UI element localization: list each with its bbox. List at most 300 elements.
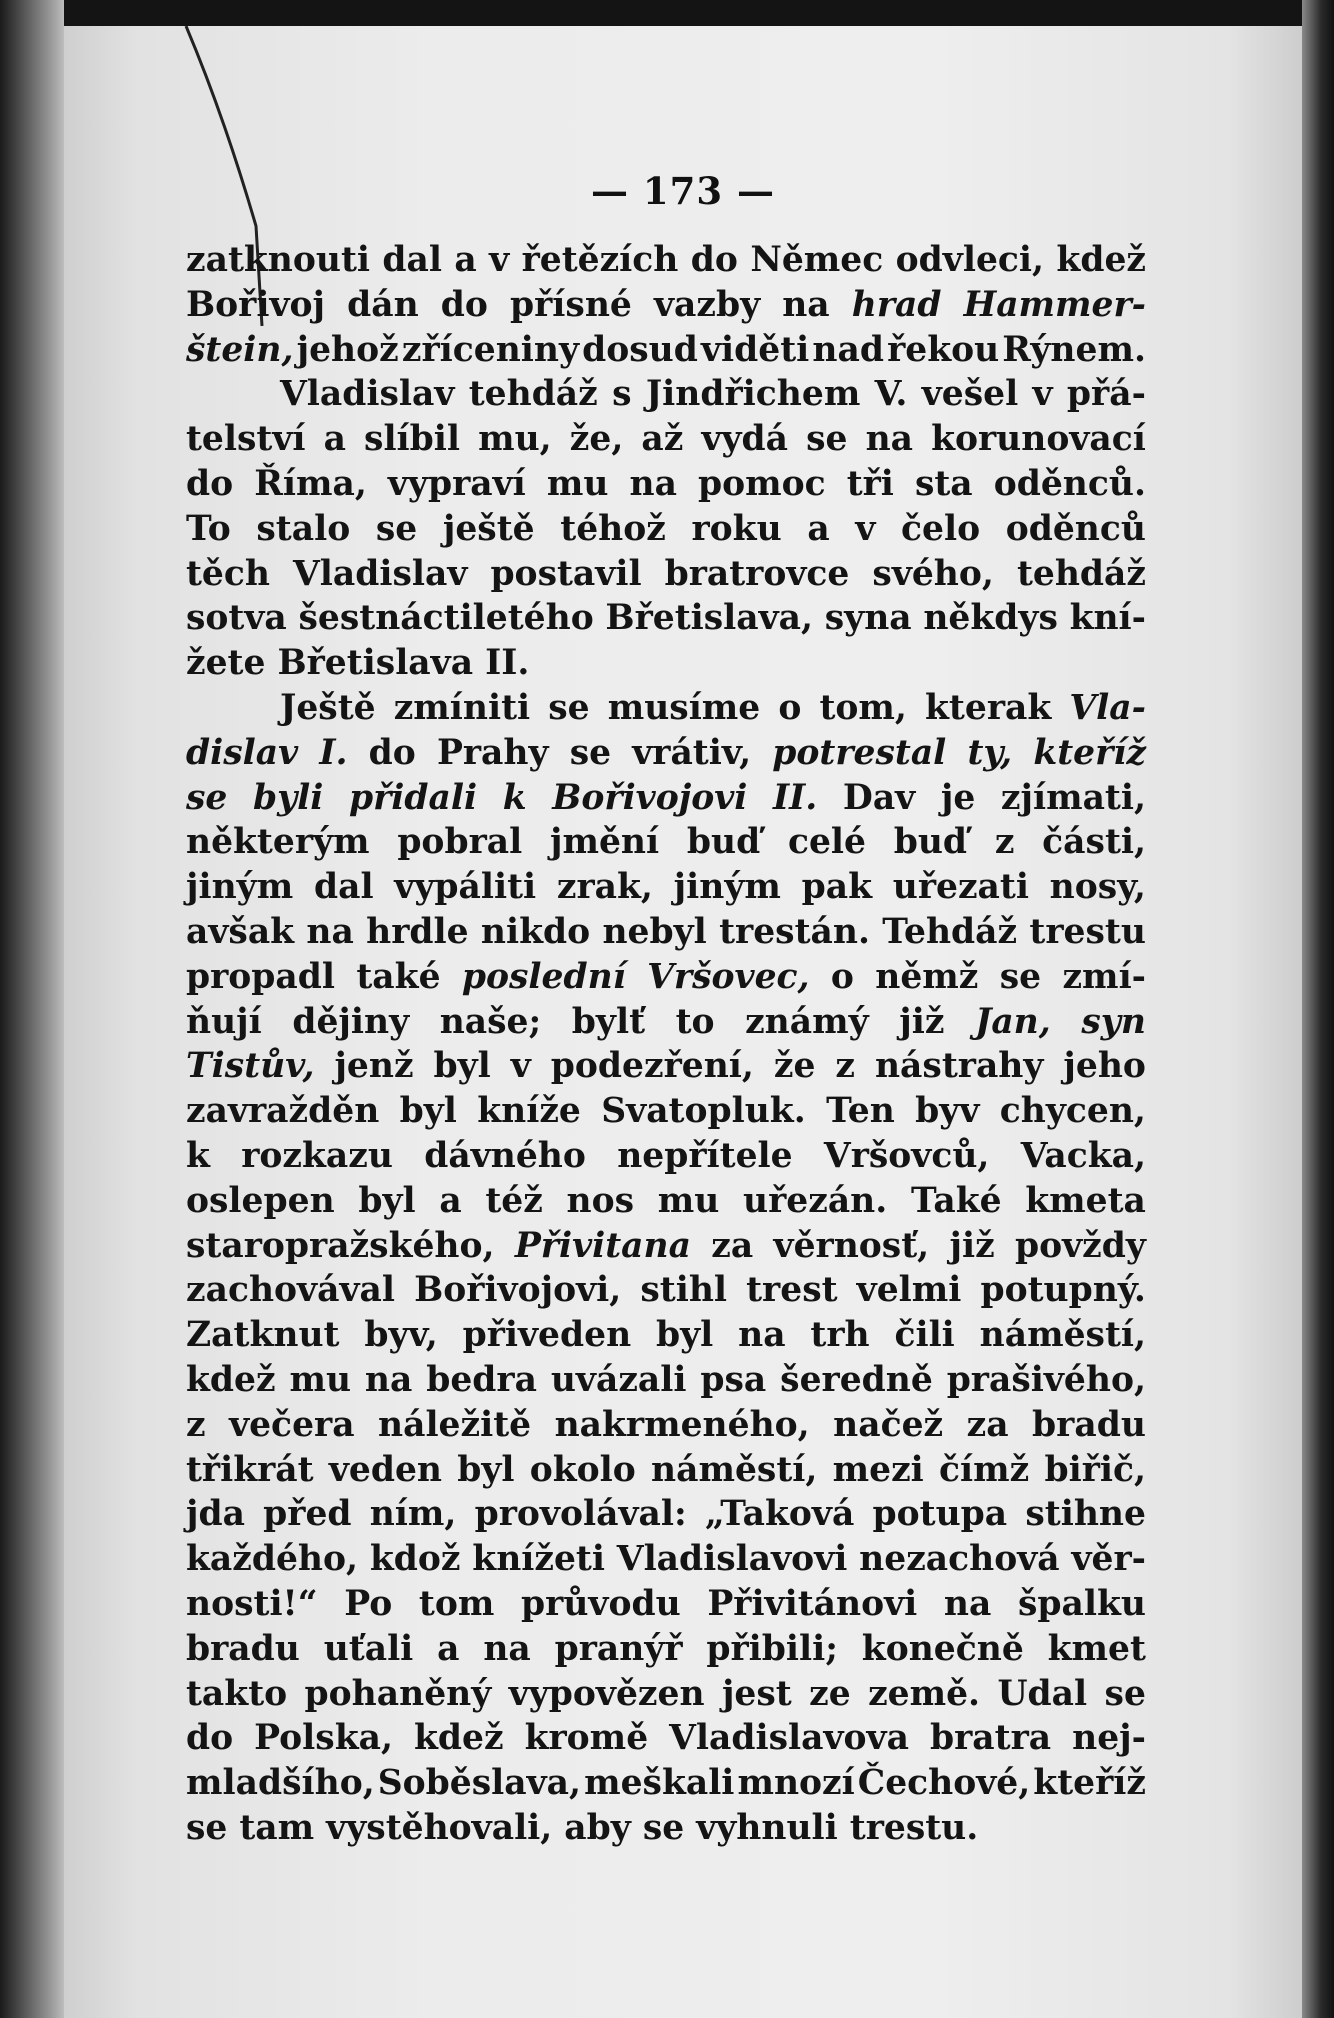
word: v <box>855 508 876 549</box>
word: byl <box>399 1091 457 1132</box>
word: zrak, <box>556 867 653 908</box>
word: za <box>966 1404 1009 1445</box>
word: z <box>186 1404 206 1445</box>
word: jehož <box>296 329 399 370</box>
word: na <box>629 463 677 504</box>
word: vrátiv, <box>632 732 752 773</box>
word: vystěhovali, <box>326 1807 553 1848</box>
word: téhož <box>560 508 666 549</box>
word: Soběslava, <box>377 1763 582 1804</box>
word: bratrovce <box>664 553 850 594</box>
word: v <box>1032 374 1053 415</box>
word: mu <box>289 1359 352 1400</box>
word: jiným <box>673 867 781 908</box>
word: trest <box>746 1270 838 1311</box>
word: staropražského, <box>186 1225 495 1266</box>
text-line <box>186 1268 1146 1313</box>
text-line <box>186 955 1146 1000</box>
text-line <box>186 1044 1146 1089</box>
word: řekou <box>887 329 1000 370</box>
word: že <box>773 1046 816 1087</box>
word: uřezati <box>892 867 1029 908</box>
word: Dav <box>842 777 916 818</box>
word: z <box>835 1046 855 1087</box>
word: věr- <box>1071 1539 1146 1580</box>
word: tehdáž <box>468 374 598 415</box>
text-line <box>186 1179 1146 1224</box>
word: z <box>994 822 1015 863</box>
word: vydá <box>701 419 789 460</box>
text-line <box>186 1672 1146 1717</box>
word: se <box>999 956 1042 997</box>
word: před <box>263 1494 352 1535</box>
page-number: — 173 — <box>591 169 775 213</box>
text-line <box>186 1492 1146 1537</box>
word: některým <box>186 822 370 863</box>
word: nosy, <box>1049 867 1146 908</box>
text-line <box>186 552 1146 597</box>
word: Jindřichem <box>645 374 861 415</box>
word: nikdo <box>480 911 591 952</box>
word: večera <box>229 1404 355 1445</box>
word: mu, <box>478 419 552 460</box>
word: se <box>569 732 612 773</box>
word: jmění <box>549 822 660 863</box>
text-line <box>186 1403 1146 1448</box>
word: Zatknut <box>186 1315 340 1356</box>
word: Vladislavova <box>669 1718 909 1759</box>
word: potupný. <box>980 1270 1146 1311</box>
word: Tistův, <box>186 1046 315 1087</box>
word: Bořivoj <box>186 284 325 325</box>
text-line <box>186 1089 1146 1134</box>
word: dislav <box>186 732 299 773</box>
word: a <box>807 508 830 549</box>
word: Přivitánovi <box>707 1583 918 1624</box>
word: Také <box>910 1180 1002 1221</box>
word: kterak <box>925 687 1052 728</box>
word: země. <box>868 1673 981 1714</box>
word: nakrmeného, <box>554 1404 810 1445</box>
word: naše; <box>439 1001 542 1042</box>
word: se <box>375 508 418 549</box>
word: zříceniny <box>401 329 580 370</box>
word: a <box>437 1628 460 1669</box>
word: čímž <box>939 1449 1030 1490</box>
word: přiveden <box>462 1315 632 1356</box>
word: nad <box>812 329 884 370</box>
text-line <box>186 1761 1146 1806</box>
word: Ještě <box>280 687 376 728</box>
word: to <box>675 1001 715 1042</box>
word: k <box>502 777 527 818</box>
word: špalku <box>1018 1583 1146 1624</box>
word: I. <box>319 732 348 773</box>
word: Rýnem. <box>1002 329 1146 370</box>
word: bradu <box>1032 1404 1146 1445</box>
word: ze <box>809 1673 851 1714</box>
word: uťali <box>323 1628 414 1669</box>
word: syna <box>824 598 912 639</box>
text-line <box>186 1806 1146 1851</box>
word: nezachová <box>859 1539 1060 1580</box>
word: až <box>641 419 684 460</box>
word: se <box>186 1807 228 1848</box>
word: Po <box>344 1583 393 1624</box>
word: ještě <box>442 508 535 549</box>
word: Říma, <box>254 463 367 504</box>
word: na <box>483 1628 531 1669</box>
word: hrdle <box>366 911 469 952</box>
word: Svatopluk. <box>601 1091 806 1132</box>
word: pohaněný <box>304 1673 492 1714</box>
word: kní- <box>1069 598 1146 639</box>
word: II. <box>485 643 530 684</box>
word: Vla- <box>1069 687 1146 728</box>
text-line <box>186 283 1146 328</box>
word: byl <box>358 1180 416 1221</box>
word: Němec <box>750 240 884 280</box>
word: povždy <box>1014 1225 1146 1266</box>
word: pranýř <box>554 1628 683 1669</box>
word: oděnců <box>1005 508 1146 549</box>
word: známý <box>745 1001 869 1042</box>
word: velmi <box>856 1270 962 1311</box>
word: trh <box>810 1315 870 1356</box>
word: trestu. <box>849 1807 979 1848</box>
word: konečně <box>861 1628 1024 1669</box>
word: na <box>738 1315 786 1356</box>
text-line <box>186 1537 1146 1582</box>
word: vypáliti <box>394 867 537 908</box>
word: stihne <box>1025 1494 1146 1535</box>
word: pak <box>801 867 872 908</box>
word: roku <box>691 508 782 549</box>
word: Vladislav <box>293 553 468 594</box>
word: němž <box>875 956 979 997</box>
word: postavil <box>490 553 642 594</box>
word: Čechové, <box>857 1763 1031 1804</box>
word: viděti <box>701 329 810 370</box>
word: mu <box>657 1180 720 1221</box>
word: dosud <box>582 329 698 370</box>
text-line <box>186 910 1146 955</box>
text-line <box>186 462 1146 507</box>
word: někdys <box>923 598 1058 639</box>
word: do <box>440 284 488 325</box>
word: tom, <box>819 687 907 728</box>
word: V. <box>874 374 908 415</box>
word: každého, <box>186 1539 359 1580</box>
word: s <box>612 374 632 415</box>
word: okolo <box>529 1449 636 1490</box>
text-line <box>186 1716 1146 1761</box>
word: kníže <box>477 1091 581 1132</box>
word: nos <box>566 1180 635 1221</box>
word: kdež <box>186 1359 276 1400</box>
word: jest <box>721 1673 792 1714</box>
word: buď <box>893 822 968 863</box>
word: bratra <box>929 1718 1052 1759</box>
word: jeho <box>1063 1046 1146 1087</box>
text-line <box>186 238 1146 283</box>
word: v <box>510 1046 531 1087</box>
word: sotva <box>186 598 287 639</box>
word: se <box>548 687 590 728</box>
word: Vršovců, <box>823 1135 990 1176</box>
word: trestu <box>1029 911 1146 952</box>
word: nej- <box>1072 1718 1146 1759</box>
word: též <box>485 1180 543 1221</box>
text-line <box>186 1582 1146 1627</box>
word: do <box>368 732 416 773</box>
text-line <box>186 731 1146 776</box>
word: Břetislava, <box>605 598 814 639</box>
word: mu <box>546 463 609 504</box>
word: podezření, <box>550 1046 754 1087</box>
word: Prahy <box>436 732 549 773</box>
word: provolával: <box>474 1494 687 1535</box>
word: potrestal <box>772 732 947 773</box>
word: uřezán. <box>743 1180 888 1221</box>
text-line <box>186 1000 1146 1045</box>
word: korunovací <box>931 419 1146 460</box>
word: meškali <box>584 1763 735 1804</box>
binding-edge <box>0 0 64 2018</box>
word: dávného <box>424 1135 586 1176</box>
word: načež <box>833 1404 944 1445</box>
word: na <box>943 1583 992 1624</box>
word: Udal <box>997 1673 1088 1714</box>
word: ňují <box>186 1001 262 1042</box>
word: na <box>782 284 830 325</box>
word: slíbil <box>364 419 461 460</box>
word: buď <box>686 822 761 863</box>
word: kdož <box>369 1539 461 1580</box>
word: kmet <box>1047 1628 1146 1669</box>
word: přibili; <box>706 1628 838 1669</box>
word: Přivitana <box>514 1225 691 1266</box>
word: vypovězen <box>508 1673 705 1714</box>
word: byli <box>252 777 324 818</box>
word: avšak <box>186 911 295 952</box>
word: bylť <box>571 1001 646 1042</box>
word: také <box>356 956 441 997</box>
word: stihl <box>640 1270 728 1311</box>
word: veden <box>328 1449 442 1490</box>
word: Vacka, <box>1020 1135 1146 1176</box>
word: Vršovec, <box>647 956 810 997</box>
word: o <box>830 956 854 997</box>
body-text <box>186 238 1146 1851</box>
text-line <box>186 1358 1146 1403</box>
word: tři <box>846 463 894 504</box>
word: „Taková <box>704 1494 855 1535</box>
word: celé <box>787 822 866 863</box>
text-line <box>186 1627 1146 1672</box>
word: nebyl <box>602 911 707 952</box>
word: čili <box>894 1315 955 1356</box>
word: musíme <box>607 687 761 728</box>
word: se <box>642 1807 685 1848</box>
word: hrad <box>851 284 942 325</box>
word: ním, <box>369 1494 457 1535</box>
word: rozkazu <box>241 1135 393 1176</box>
word: II. <box>773 777 818 818</box>
word: průvodu <box>521 1583 681 1624</box>
word: náležitě <box>378 1404 532 1445</box>
text-line <box>186 865 1146 910</box>
word: zmí- <box>1062 956 1146 997</box>
word: přísné <box>509 284 632 325</box>
word: do <box>690 240 738 280</box>
right-page-edge <box>1302 0 1334 2018</box>
word: šeredně <box>780 1359 933 1400</box>
word: zmíniti <box>393 687 531 728</box>
word: a <box>439 1180 462 1221</box>
word: tehdáž <box>1016 553 1146 594</box>
word: nepřítele <box>617 1135 793 1176</box>
word: nosti!“ <box>186 1583 318 1624</box>
word: kdež <box>1056 240 1146 280</box>
word: a <box>454 240 477 280</box>
word: chycen, <box>999 1091 1146 1132</box>
word: Vladislavovi <box>616 1539 848 1580</box>
word: prašivého, <box>946 1359 1146 1400</box>
word: zjímati, <box>1000 777 1146 818</box>
word: telství <box>186 419 306 460</box>
word: zachovával <box>186 1270 395 1311</box>
text-line <box>186 1448 1146 1493</box>
word: Bořivojovi, <box>414 1270 622 1311</box>
word: oslepen <box>186 1180 335 1221</box>
word: že, <box>569 419 624 460</box>
word: syn <box>1081 1001 1146 1042</box>
word: Polska, <box>254 1718 393 1759</box>
text-line <box>186 417 1146 462</box>
word: vyhnuli <box>696 1807 838 1848</box>
word: těch <box>186 553 270 594</box>
word: vazby <box>653 284 761 325</box>
word: již <box>949 1225 995 1266</box>
word: do <box>186 1718 234 1759</box>
word: na <box>306 911 354 952</box>
word: kteříž <box>1033 732 1146 773</box>
word: byl <box>656 1315 714 1356</box>
word: jda <box>186 1494 245 1535</box>
text-line <box>186 820 1146 865</box>
word: takto <box>186 1673 288 1714</box>
word: Bořivojovi <box>552 777 748 818</box>
word: dal <box>382 240 442 280</box>
word: propadl <box>186 956 336 997</box>
word: v <box>489 240 510 280</box>
word: stalo <box>256 508 351 549</box>
word: bedra <box>426 1359 537 1400</box>
word: pomoc <box>697 463 826 504</box>
word: se <box>1104 1673 1146 1714</box>
word: náměstí, <box>979 1315 1146 1356</box>
text-line <box>186 776 1146 821</box>
word: přá- <box>1066 374 1146 415</box>
text-line <box>186 686 1146 731</box>
word: vešel <box>921 374 1019 415</box>
word: Hammer- <box>963 284 1146 325</box>
word: řetězích <box>521 240 679 280</box>
word: trestán. <box>719 911 870 952</box>
text-line <box>186 1313 1146 1358</box>
word: jenž <box>334 1046 414 1087</box>
word: Vladislav <box>280 374 455 415</box>
word: mladšího, <box>186 1763 375 1804</box>
word: dal <box>313 867 374 908</box>
word: bradu <box>186 1628 300 1669</box>
word: aby <box>564 1807 631 1848</box>
word: nástrahy <box>874 1046 1044 1087</box>
word: na <box>364 1359 413 1400</box>
word: štein, <box>186 329 294 370</box>
word: sta <box>914 463 973 504</box>
word: dán <box>347 284 419 325</box>
word: k <box>186 1135 210 1176</box>
word: Ten <box>826 1091 895 1132</box>
word: odvleci, <box>895 240 1045 280</box>
word: svého, <box>872 553 994 594</box>
word: byl <box>457 1449 515 1490</box>
word: se <box>186 777 228 818</box>
word: Tehdáž <box>882 911 1018 952</box>
word: je <box>940 777 976 818</box>
word: za <box>711 1225 754 1266</box>
text-line <box>186 641 1146 686</box>
word: poslední <box>461 956 626 997</box>
word: dějiny <box>292 1001 410 1042</box>
word: na <box>865 419 913 460</box>
word: zavražděn <box>186 1091 380 1132</box>
word: pobral <box>397 822 523 863</box>
word: byv <box>915 1091 980 1132</box>
word: přidali <box>348 777 478 818</box>
text-line <box>186 596 1146 641</box>
word: šestnáctiletého <box>298 598 594 639</box>
word: se <box>806 419 848 460</box>
word: kteříž <box>1033 1763 1146 1804</box>
word: vypraví <box>387 463 526 504</box>
word: knížeti <box>472 1539 605 1580</box>
word: mezi <box>832 1449 924 1490</box>
word: Břetislava <box>277 643 474 684</box>
text-line <box>186 1224 1146 1269</box>
text-line <box>186 372 1146 417</box>
word: jiným <box>186 867 294 908</box>
word: kromě <box>524 1718 649 1759</box>
word: oděnců. <box>993 463 1146 504</box>
word: byv, <box>364 1315 438 1356</box>
word: potupa <box>872 1494 1008 1535</box>
word: tom <box>418 1583 495 1624</box>
word: uvázali <box>550 1359 687 1400</box>
word: do <box>186 463 234 504</box>
word: třikrát <box>186 1449 314 1490</box>
word: žete <box>186 643 266 684</box>
word: ty, <box>967 732 1013 773</box>
word: tam <box>239 1807 315 1848</box>
word: čelo <box>901 508 981 549</box>
text-line <box>186 507 1146 552</box>
word: a <box>323 419 346 460</box>
word: věrnosť, <box>773 1225 930 1266</box>
word: mnozí <box>737 1763 855 1804</box>
